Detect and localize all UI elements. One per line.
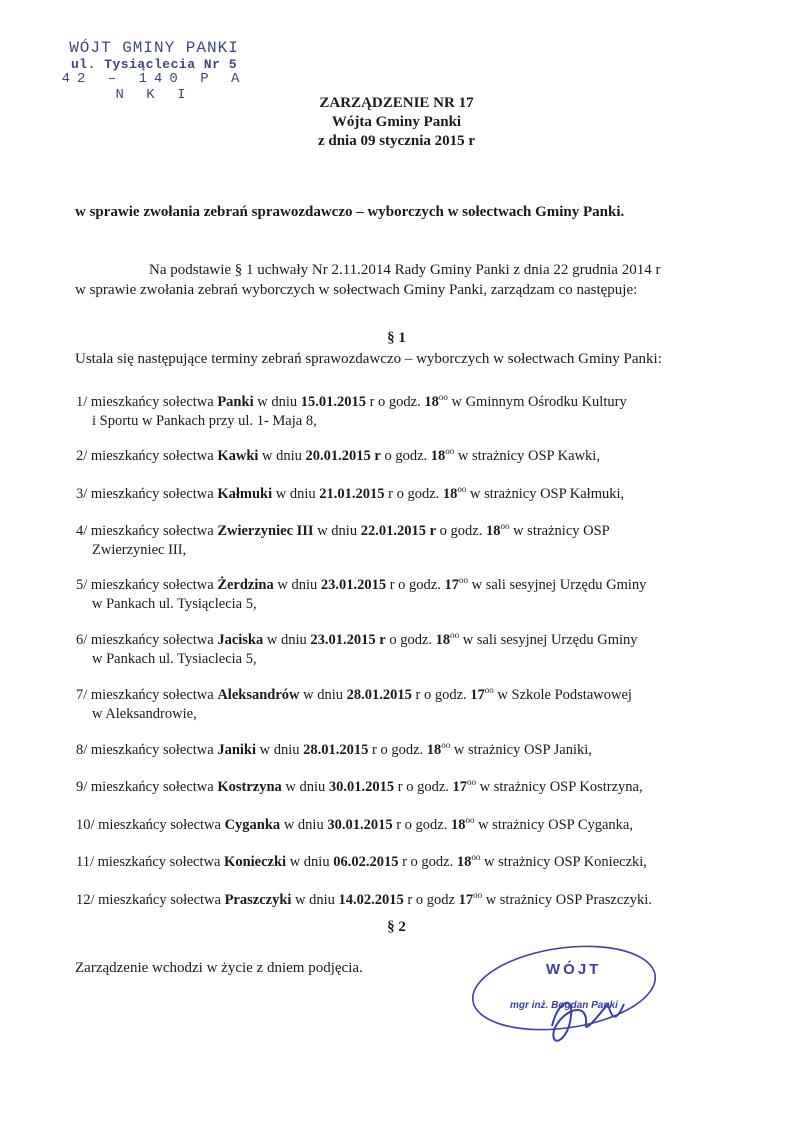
meeting-item-text: r o godz. [392, 817, 451, 833]
meeting-item-text: r o godz. [398, 854, 457, 870]
meeting-item [76, 517, 736, 560]
meeting-item-text: w dniu [256, 742, 304, 758]
meeting-hour: 18 [456, 854, 472, 870]
meeting-item-text: r o godz. [411, 687, 471, 703]
seal-title: WÓJT [546, 961, 602, 978]
meeting-place: w strażnicy OSP Kałmuki, [466, 486, 625, 502]
meeting-date: 23.01.2015 [320, 577, 387, 593]
meeting-village-name: Praszczyki [224, 892, 292, 908]
meeting-item-prefix: 11/ mieszkańcy sołectwa [76, 854, 225, 870]
meeting-hour: 17 [444, 577, 459, 593]
legal-basis-line-2: w sprawie zwołania zebrań wyborczych w sołectwach Gminy Panki, zarządzam co następuje: [75, 282, 638, 298]
meeting-date: 30.01.2015 [328, 779, 395, 795]
meeting-place: w strażnicy OSP Kawki, [454, 448, 600, 464]
meeting-minutes: oo [471, 852, 481, 862]
meeting-item [76, 811, 736, 835]
meeting-item [76, 480, 736, 504]
meeting-minutes: oo [465, 815, 475, 825]
meeting-place: w strażnicy OSP Janiki, [450, 742, 592, 758]
section-1-mark: § 1 [387, 330, 406, 346]
meeting-place: w Gminnym Ośrodku Kultury [447, 394, 627, 410]
meeting-hour: 17 [470, 687, 485, 703]
meeting-village-name: Jaciska [217, 632, 264, 648]
meeting-item-continuation: w Aleksandrowie, [92, 706, 197, 722]
meeting-place: w strażnicy OSP Cyganka, [474, 817, 633, 833]
meeting-item-text: w dniu [272, 486, 320, 502]
meeting-date: 30.01.2015 [327, 817, 393, 833]
meeting-place: w strażnicy OSP Kostrzyna, [476, 779, 643, 795]
meeting-item-continuation: i Sportu w Pankach przy ul. 1- Maja 8, [92, 413, 317, 429]
meeting-date: 21.01.2015 [319, 486, 385, 502]
meeting-item-text: w dniu [258, 448, 306, 464]
meeting-item [76, 442, 736, 466]
meeting-date: 15.01.2015 [300, 394, 366, 410]
meeting-item-prefix: 1/ mieszkańcy sołectwa [76, 394, 218, 410]
meeting-date: 20.01.2015 r [305, 448, 381, 464]
meeting-village-name: Żerdzina [217, 577, 274, 593]
stamp-line-postcode: 42 – 140 P A N K I [61, 71, 247, 104]
meeting-item-prefix: 10/ mieszkańcy sołectwa [76, 817, 225, 833]
stamp-line-street: ul. Tysiąclecia Nr 5 [70, 56, 238, 72]
meeting-item-text: r o godz. [384, 486, 443, 502]
legal-basis [75, 260, 735, 300]
meeting-minutes: oo [458, 575, 468, 585]
meeting-item-prefix: 12/ mieszkańcy sołectwa [76, 892, 225, 908]
meeting-date: 23.01.2015 r [310, 632, 386, 648]
meeting-item-prefix: 3/ mieszkańcy sołectwa [76, 486, 218, 502]
meeting-village-name: Kostrzyna [217, 779, 282, 795]
signature-seal [466, 930, 656, 1060]
meeting-hour: 18 [430, 448, 446, 464]
meeting-minutes: oo [473, 890, 483, 900]
meeting-item-text: o godz. [380, 448, 431, 464]
meeting-hour: 18 [442, 486, 458, 502]
meeting-item-text: r o godz. [386, 577, 445, 593]
section-2-mark: § 2 [387, 919, 406, 935]
meeting-item-prefix: 9/ mieszkańcy sołectwa [76, 779, 218, 795]
meeting-place: w strażnicy OSP Praszczyki. [482, 892, 652, 908]
meeting-village-name: Kałmuki [217, 486, 273, 502]
meeting-item-prefix: 5/ mieszkańcy sołectwa [76, 577, 218, 593]
meeting-item [76, 388, 736, 431]
meeting-item [76, 848, 736, 872]
meeting-item-continuation: Zwierzyniec III, [92, 542, 187, 558]
meeting-item [76, 571, 736, 614]
meeting-place: w sali sesyjnej Urzędu Gminy [467, 577, 647, 593]
meeting-item-text: r o godz. [368, 742, 427, 758]
meeting-village-name: Konieczki [224, 854, 287, 870]
meeting-item [76, 886, 736, 910]
meeting-item-prefix: 2/ mieszkańcy sołectwa [76, 448, 218, 464]
seal-name: mgr inż. Bogdan Panki [510, 1000, 618, 1011]
meeting-date: 28.01.2015 [303, 742, 369, 758]
meeting-place: w sali sesyjnej Urzędu Gminy [459, 632, 638, 648]
meeting-village-name: Kawki [217, 448, 259, 464]
meeting-item-text: r o godz. [394, 779, 453, 795]
meeting-minutes: oo [457, 484, 467, 494]
meeting-item-text: w dniu [280, 817, 328, 833]
meeting-place: w strażnicy OSP Konieczki, [480, 854, 647, 870]
meeting-hour: 18 [426, 742, 442, 758]
meeting-minutes: oo [467, 777, 477, 787]
meeting-item-text: o godz. [385, 632, 436, 648]
meeting-hour: 18 [424, 394, 439, 410]
meeting-hour: 18 [435, 632, 451, 648]
meeting-item-prefix: 4/ mieszkańcy sołectwa [76, 523, 218, 539]
document-heading [0, 94, 793, 151]
document-subject: w sprawie zwołania zebrań sprawozdawczo – wyborczych w sołectwach Gminy Panki. [75, 204, 625, 220]
meeting-village-name: Zwierzyniec III [217, 523, 314, 539]
meeting-item [76, 773, 736, 797]
document-issuer: Wójta Gminy Panki [331, 114, 462, 130]
section-1-intro: Ustala się następujące terminy zebrań sprawozdawczo – wyborczych w sołectwach Gminy Panki: [75, 351, 662, 367]
meeting-item-text: w dniu [286, 854, 334, 870]
meeting-date: 06.02.2015 [333, 854, 399, 870]
meeting-item-prefix: 6/ mieszkańcy sołectwa [76, 632, 218, 648]
meeting-minutes: oo [484, 685, 494, 695]
meeting-hour: 18 [450, 817, 466, 833]
meeting-item [76, 681, 736, 724]
stamp-line-office: WÓJT GMINY PANKI [69, 39, 239, 57]
meeting-item-continuation: w Pankach ul. Tysiąclecia 5, [92, 596, 257, 612]
meeting-item-text: w dniu [299, 687, 347, 703]
seal-outline [467, 936, 656, 1041]
meeting-place: w Szkole Podstawowej [493, 687, 632, 703]
meeting-item-prefix: 8/ mieszkańcy sołectwa [76, 742, 218, 758]
document-date: z dnia 09 stycznia 2015 r [317, 133, 476, 149]
meeting-date: 22.01.2015 r [360, 523, 437, 539]
meeting-minutes: oo [450, 630, 460, 640]
meeting-item-text: o godz. [436, 523, 486, 539]
meeting-item-text: r o godz [403, 892, 459, 908]
meeting-hour: 18 [485, 523, 501, 539]
meeting-minutes: oo [500, 521, 510, 531]
meeting-minutes: oo [441, 740, 451, 750]
meeting-item-text: w dniu [253, 394, 301, 410]
meeting-item-text: w dniu [273, 577, 321, 593]
meeting-item-continuation: w Pankach ul. Tysiaclecia 5, [92, 651, 257, 667]
meeting-hour: 17 [452, 779, 468, 795]
meeting-village-name: Cyganka [224, 817, 281, 833]
meeting-item-text: w dniu [313, 523, 361, 539]
meeting-item [76, 626, 736, 669]
meeting-item-text: r o godz. [365, 394, 425, 410]
meeting-item [76, 736, 736, 760]
meeting-date: 14.02.2015 [338, 892, 404, 908]
legal-basis-line-1: Na podstawie § 1 uchwały Nr 2.11.2014 Rady Gminy Panki z dnia 22 grudnia 2014 r [149, 262, 661, 278]
meeting-item-prefix: 7/ mieszkańcy sołectwa [76, 687, 218, 703]
meeting-minutes: oo [445, 446, 455, 456]
meeting-item-text: w dniu [291, 892, 339, 908]
meeting-place: w strażnicy OSP [509, 523, 610, 539]
meeting-item-text: w dniu [263, 632, 311, 648]
meeting-item-text: w dniu [281, 779, 329, 795]
meeting-village-name: Panki [217, 394, 254, 410]
meeting-hour: 17 [458, 892, 474, 908]
meeting-date: 28.01.2015 [346, 687, 412, 703]
meeting-village-name: Janiki [217, 742, 257, 758]
meeting-minutes: oo [438, 392, 448, 402]
document-title: ZARZĄDZENIE NR 17 [319, 95, 474, 111]
meeting-village-name: Aleksandrów [217, 687, 300, 703]
section-2-text: Zarządzenie wchodzi w życie z dniem podjęcia. [75, 960, 363, 976]
